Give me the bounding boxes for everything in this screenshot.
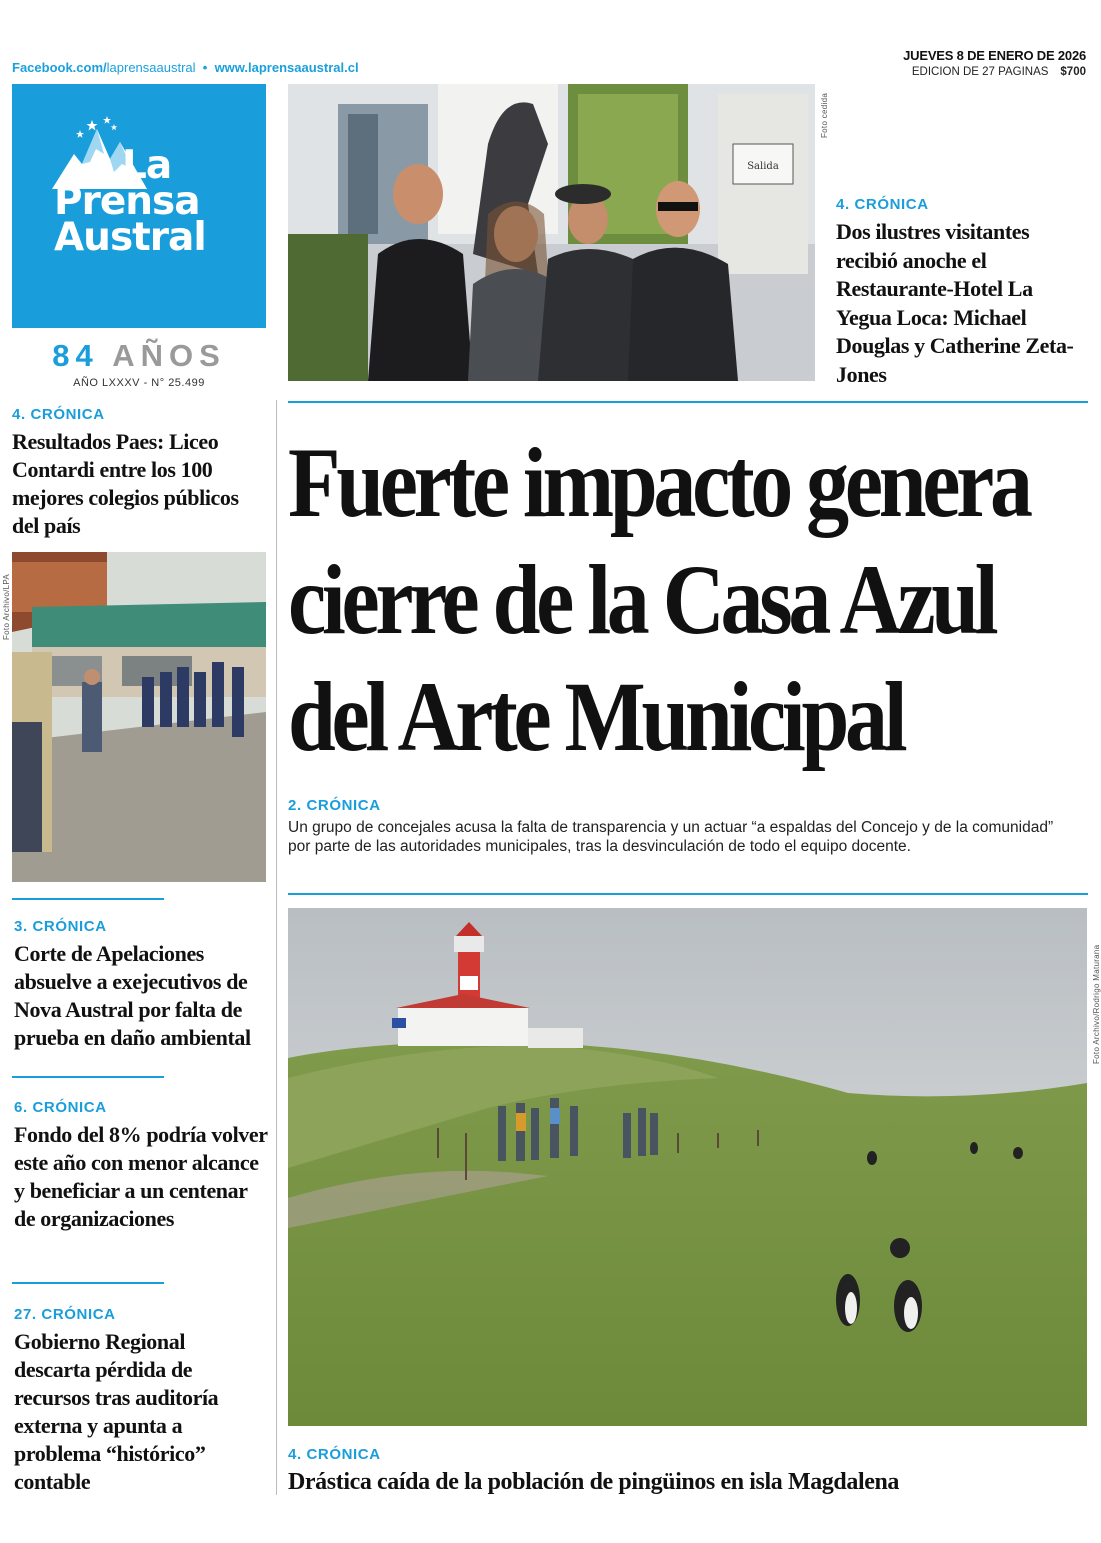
section-label: 4. CRÓNICA — [288, 1446, 381, 1463]
price: $700 — [1060, 66, 1086, 78]
sidebar-headline-nova-austral[interactable]: Corte de Apelaciones absuelve a exejecutivos de Nova Austral por falta de prueba en daño ambiental — [14, 941, 251, 1050]
edition-info: EDICION DE 27 PAGINAS $700 — [911, 66, 1086, 78]
logo-wordmark: La Prensa Austral — [54, 143, 206, 260]
sidebar-headline-fondo[interactable]: Fondo del 8% podría volver este año con menor alcance y beneficiar a un centenar de organizaciones — [14, 1122, 268, 1231]
sidebar-divider — [12, 898, 164, 900]
lighthouse-penguins-photo[interactable] — [288, 908, 1087, 1426]
section-label: 2. CRÓNICA — [288, 797, 381, 814]
date-block — [903, 48, 1086, 78]
section-label: 27. CRÓNICA — [14, 1306, 116, 1323]
anniversary: 84 AÑOS — [52, 338, 226, 373]
photo-credit: Foto Archivo/LPA — [2, 573, 11, 640]
celebrities-photo[interactable] — [288, 84, 815, 381]
facebook-link[interactable]: Facebook.com/laprensaaustral — [12, 60, 196, 75]
main-headline[interactable]: Fuerte impacto genera cierre de la Casa Azul del Arte Municipal — [288, 427, 1029, 772]
exit-sign-text: Salida — [747, 161, 779, 172]
sidebar-headline-gobierno[interactable]: Gobierno Regional descarta pérdida de recursos tras auditoría externa y apunta a problema “histórico” contable — [14, 1329, 219, 1494]
school-photo[interactable] — [12, 552, 266, 882]
section-label: 4. CRÓNICA — [12, 406, 105, 423]
issue-date: JUEVES 8 DE ENERO DE 2026 — [903, 48, 1086, 63]
bottom-story-headline[interactable]: Drástica caída de la población de pingüinos en isla Magdalena — [288, 1469, 900, 1495]
photo-credit: Foto cedida — [820, 92, 829, 138]
sidebar-divider — [12, 1076, 164, 1078]
top-story-headline[interactable]: Dos ilustres visitantes recibió anoche el Restaurante-Hotel La Yegua Loca: Michael Douglas y Catherine Zeta-Jones — [836, 219, 1074, 387]
main-story-deck: Un grupo de concejales acusa la falta de transparencia y un actuar “a espaldas del Concejo y de la comunidad” por parte de las autoridades municipales, tras la desvinculación de todo el equipo docente. — [288, 819, 1054, 855]
website-link[interactable]: www.laprensaaustral.cl — [214, 60, 359, 75]
separator: • — [202, 60, 208, 75]
sidebar-headline-paes[interactable]: Resultados Paes: Liceo Contardi entre los 100 mejores colegios públicos del país — [12, 429, 239, 538]
newspaper-logo[interactable] — [12, 84, 266, 328]
section-divider — [288, 893, 1088, 895]
social-links — [12, 60, 359, 75]
photo-credit: Foto Archivo/Rodrigo Maturana — [1092, 944, 1101, 1064]
section-label: 4. CRÓNICA — [836, 196, 929, 213]
section-label: 3. CRÓNICA — [14, 918, 107, 935]
issue-number: AÑO LXXXV - N° 25.499 — [73, 377, 205, 389]
column-divider — [276, 400, 277, 1495]
section-label: 6. CRÓNICA — [14, 1099, 107, 1116]
section-divider — [288, 401, 1088, 403]
sidebar-divider — [12, 1282, 164, 1284]
